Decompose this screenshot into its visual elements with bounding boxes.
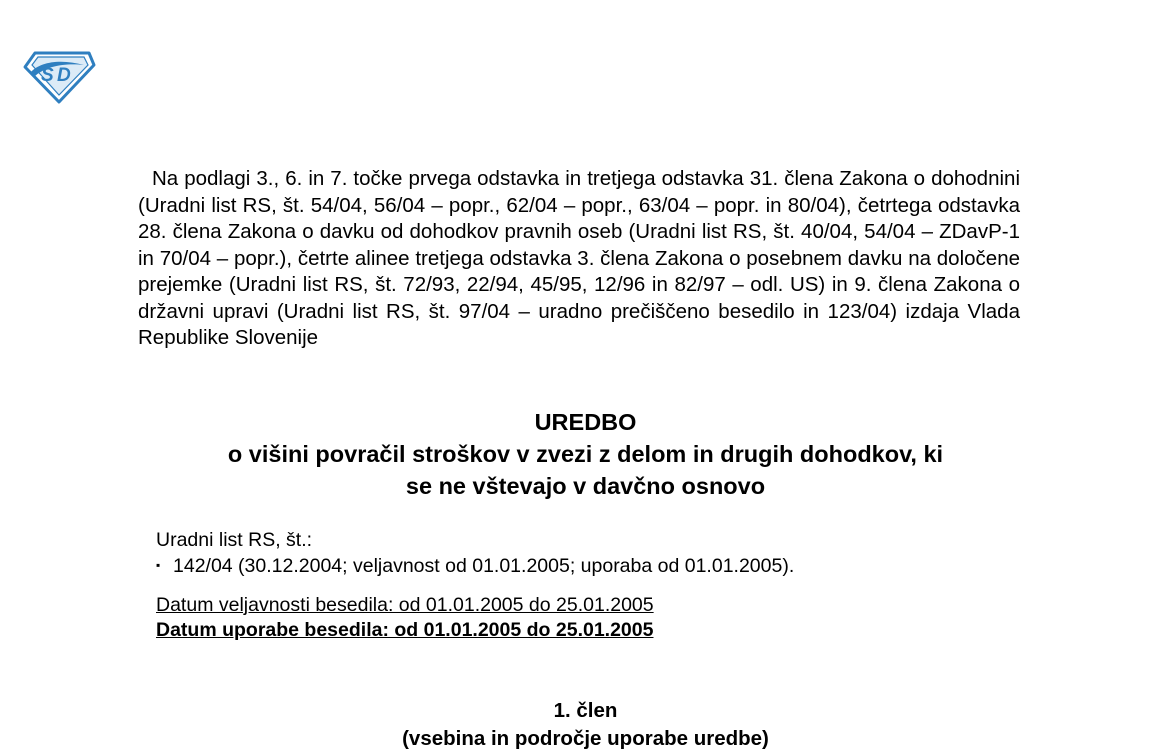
article-heading [138, 697, 1033, 753]
svg-text:S: S [41, 65, 54, 86]
article-number: 1. člen [553, 699, 618, 722]
svg-text:D: D [57, 65, 71, 86]
gazette-reference [156, 528, 794, 579]
gazette-entry: 142/04 (30.12.2004; veljavnost od 01.01.2005; uporaba od 01.01.2005). [173, 555, 795, 577]
gazette-label: Uradni list RS, št.: [156, 529, 313, 551]
validity-date: Datum veljavnosti besedila: od 01.01.2005 do 25.01.2005 [156, 594, 654, 616]
gazette-list-item [156, 553, 794, 579]
sd-shield-logo-icon [22, 47, 96, 105]
decree-title-subtitle-line-1: o višini povračil stroškov v zvezi z delom in drugih dohodkov, ki [227, 441, 944, 467]
text-dates [156, 593, 654, 643]
preamble-paragraph [138, 166, 1020, 352]
bullet-icon: ▪ [156, 558, 161, 572]
article-title: (vsebina in področje uporabe uredbe) [402, 727, 769, 750]
application-date: Datum uporabe besedila: od 01.01.2005 do 25.01.2005 [156, 619, 654, 641]
decree-title [138, 406, 1033, 502]
decree-title-main: UREDBO [534, 409, 637, 435]
decree-title-subtitle-line-2: se ne vštevajo v davčno osnovo [405, 473, 766, 499]
preamble-text: Na podlagi 3., 6. in 7. točke prvega odstavka in tretjega odstavka 31. člena Zakona o dohodnini (Uradni list RS, št. 54/04, 56/04 – popr., 62/04 – popr., 63/04 – popr. in 80/04), četrtega odstavka 28. člena Zakona o davku od dohodkov pravnih oseb (Uradni list RS, št. 40/04, 54/04 – ZDavP-1 in 70/04 – popr.), četrte alinee tretjega odstavka 3. člena Zakona o posebnem davku na določene prejemke (Uradni list RS, št. 72/93, 22/94, 45/95, 12/96 in 82/97 – odl. US) in 9. člena Zakona o državni upravi (Uradni list RS, št. 97/04 – uradno prečiščeno besedilo in 123/04) izdaja Vlada Republike Slovenije [138, 167, 1020, 349]
